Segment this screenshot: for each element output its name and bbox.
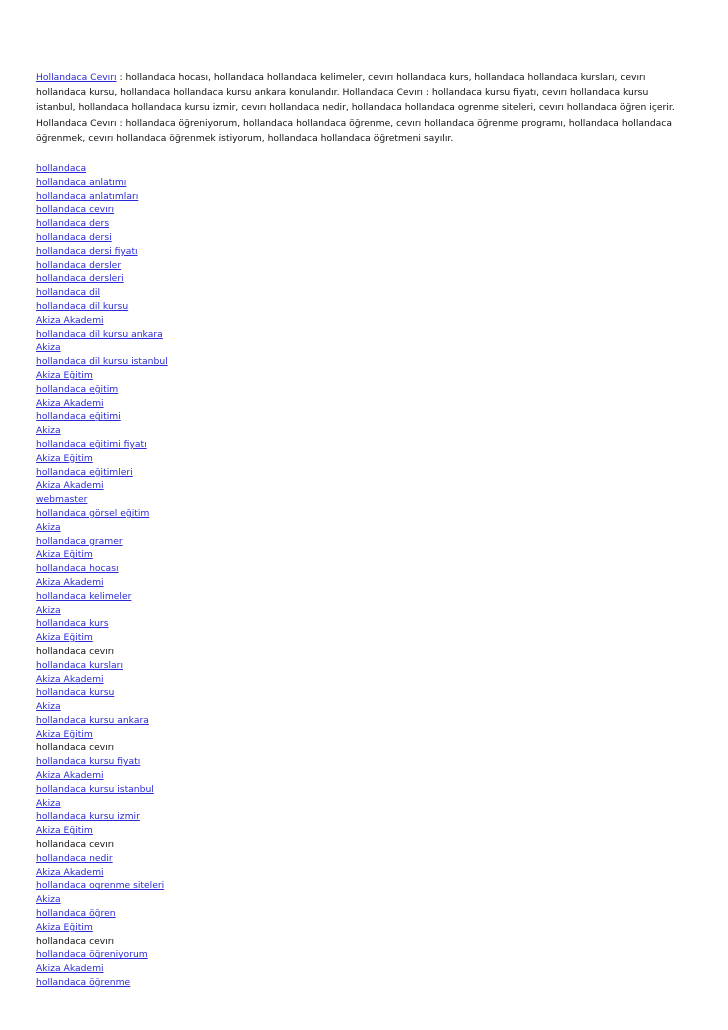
keyword-link[interactable]: hollandaca kelimeler [36, 590, 132, 602]
keyword-link[interactable]: hollandaca anlatımı [36, 176, 127, 188]
keyword-text: hollandaca cevırı [36, 742, 115, 754]
list-item[interactable] [36, 176, 688, 190]
keyword-link[interactable]: hollandaca dil kursu istanbul [36, 356, 168, 368]
intro-text: : hollandaca hocası, hollandaca hollandaca kelimeler, cevırı hollandaca kurs, hollandaca hollandaca kursları, cevırı hollandaca kursu, hollandaca hollandaca kursu ankara konulandır. Hollandaca Cevırı : hollandaca kursu fiyatı, cevırı hollandaca kursu istanbul, hollandaca hollandaca kursu izmir, cevırı hollandaca nedir, hollandaca hollandaca ogrenme siteleri, cevırı hollandaca öğren içerir. Hollandaca Cevırı : hollandaca öğreniyorum, hollandaca hollandaca öğrenme, cevırı hollandaca öğrenme programı, hollandaca hollandaca öğrenmek, cevırı hollandaca öğrenmek istiyorum, hollandaca hollandaca öğretmeni sayılır. [36, 72, 675, 144]
keyword-link[interactable]: hollandaca dersi fiyatı [36, 245, 138, 257]
list-item [36, 838, 688, 852]
list-item[interactable] [36, 976, 688, 990]
list-item[interactable] [36, 548, 688, 562]
list-item[interactable] [36, 852, 688, 866]
list-item[interactable] [36, 783, 688, 797]
keyword-link[interactable]: webmaster [36, 494, 88, 506]
keyword-link[interactable]: hollandaca anlatımları [36, 190, 139, 202]
list-item[interactable] [36, 728, 688, 742]
keyword-link[interactable]: hollandaca cevırı [36, 204, 115, 216]
list-item[interactable] [36, 231, 688, 245]
list-item[interactable] [36, 259, 688, 273]
intro-title-link[interactable]: Hollandaca Cevırı [36, 72, 117, 83]
list-item[interactable] [36, 217, 688, 231]
list-item[interactable] [36, 300, 688, 314]
keyword-link[interactable]: Akiza [36, 701, 61, 713]
list-item[interactable] [36, 272, 688, 286]
keyword-link[interactable]: Akiza [36, 797, 61, 809]
keyword-link[interactable]: hollandaca gramer [36, 535, 123, 547]
keyword-link[interactable]: hollandaca kursu [36, 687, 115, 699]
list-item[interactable] [36, 686, 688, 700]
keyword-link[interactable]: Akiza [36, 425, 61, 437]
list-item[interactable] [36, 617, 688, 631]
list-item[interactable] [36, 397, 688, 411]
keyword-link[interactable]: hollandaca dil [36, 287, 101, 299]
keyword-link[interactable]: hollandaca öğren [36, 908, 116, 920]
keyword-link[interactable]: hollandaca eğitimleri [36, 466, 133, 478]
list-item[interactable] [36, 493, 688, 507]
list-item[interactable] [36, 521, 688, 535]
list-item[interactable] [36, 190, 688, 204]
keyword-link[interactable]: hollandaca kurs [36, 618, 109, 630]
keyword-link[interactable]: Akiza Akademi [36, 314, 104, 326]
list-item[interactable] [36, 879, 688, 893]
list-item[interactable] [36, 769, 688, 783]
list-item[interactable] [36, 328, 688, 342]
keyword-link[interactable]: Akiza Akademi [36, 963, 104, 975]
list-item[interactable] [36, 535, 688, 549]
list-item[interactable] [36, 314, 688, 328]
list-item[interactable] [36, 659, 688, 673]
list-item[interactable] [36, 810, 688, 824]
keyword-link[interactable]: hollandaca dersler [36, 259, 122, 271]
list-item[interactable] [36, 590, 688, 604]
list-item[interactable] [36, 907, 688, 921]
list-item[interactable] [36, 673, 688, 687]
list-item [36, 741, 688, 755]
list-item[interactable] [36, 562, 688, 576]
list-item[interactable] [36, 893, 688, 907]
keyword-link[interactable]: Akiza Eğitim [36, 549, 93, 561]
list-item [36, 935, 688, 949]
keyword-link[interactable]: Akiza Akademi [36, 480, 104, 492]
keyword-link[interactable]: hollandaca eğitim [36, 383, 119, 395]
list-item[interactable] [36, 341, 688, 355]
list-item[interactable] [36, 962, 688, 976]
keyword-link[interactable]: Akiza Akademi [36, 397, 104, 409]
keyword-link[interactable]: Akiza [36, 342, 61, 354]
keyword-link[interactable]: Akiza [36, 604, 61, 616]
list-item[interactable] [36, 466, 688, 480]
list-item[interactable] [36, 355, 688, 369]
keyword-text: hollandaca cevırı [36, 839, 115, 851]
keyword-link[interactable]: hollandaca eğitimi [36, 411, 121, 423]
keyword-link[interactable]: hollandaca kursu izmir [36, 811, 140, 823]
list-item[interactable] [36, 604, 688, 618]
keyword-link[interactable]: Akiza [36, 894, 61, 906]
list-item[interactable] [36, 452, 688, 466]
keyword-link[interactable]: Akiza Eğitim [36, 921, 93, 933]
keyword-link[interactable]: hollandaca öğrenme [36, 977, 131, 989]
keyword-link[interactable]: Akiza Akademi [36, 673, 104, 685]
keyword-link[interactable]: Akiza Eğitim [36, 728, 93, 740]
list-item[interactable] [36, 507, 688, 521]
list-item[interactable] [36, 479, 688, 493]
keyword-link[interactable]: hollandaca dersi [36, 232, 112, 243]
keyword-link[interactable]: Akiza Eğitim [36, 632, 93, 644]
keyword-link[interactable]: hollandaca öğreniyorum [36, 949, 148, 961]
list-item[interactable] [36, 714, 688, 728]
keyword-text: hollandaca cevırı [36, 935, 115, 947]
keyword-link[interactable]: Akiza Akademi [36, 576, 104, 588]
keyword-link[interactable]: hollandaca [36, 163, 87, 175]
list-item[interactable] [36, 824, 688, 838]
keyword-link[interactable]: hollandaca kursu fiyatı [36, 756, 141, 768]
keyword-text: hollandaca cevırı [36, 645, 115, 657]
keyword-link[interactable]: Akiza Akademi [36, 866, 104, 878]
keyword-link[interactable]: hollandaca hocası [36, 563, 119, 575]
list-item[interactable] [36, 576, 688, 590]
list-item[interactable] [36, 921, 688, 935]
keyword-link[interactable]: hollandaca dil kursu [36, 300, 129, 312]
keyword-link[interactable]: hollandaca kursu istanbul [36, 783, 154, 795]
keyword-link[interactable]: Akiza [36, 521, 61, 533]
list-item[interactable] [36, 797, 688, 811]
keyword-link-list [36, 162, 688, 990]
keyword-link[interactable]: Akiza Eğitim [36, 452, 93, 464]
keyword-link[interactable]: hollandaca nedir [36, 852, 113, 864]
keyword-link[interactable]: hollandaca dil kursu ankara [36, 328, 163, 340]
list-item[interactable] [36, 162, 688, 176]
intro-paragraph [36, 70, 688, 146]
keyword-link[interactable]: hollandaca dersleri [36, 273, 124, 285]
keyword-link[interactable]: hollandaca eğitimi fiyatı [36, 438, 147, 450]
keyword-link[interactable]: hollandaca ogrenme siteleri [36, 880, 165, 892]
keyword-link[interactable]: Akiza Akademi [36, 770, 104, 782]
list-item[interactable] [36, 369, 688, 383]
keyword-link[interactable]: Akiza Eğitim [36, 369, 93, 381]
list-item[interactable] [36, 383, 688, 397]
keyword-link[interactable]: hollandaca kursu ankara [36, 714, 149, 726]
list-item[interactable] [36, 700, 688, 714]
keyword-link[interactable]: hollandaca görsel eğitim [36, 507, 150, 519]
list-item[interactable] [36, 866, 688, 880]
keyword-link[interactable]: hollandaca ders [36, 218, 110, 230]
keyword-link[interactable]: hollandaca kursları [36, 659, 124, 671]
list-item [36, 645, 688, 659]
list-item[interactable] [36, 245, 688, 259]
list-item[interactable] [36, 755, 688, 769]
list-item[interactable] [36, 203, 688, 217]
list-item[interactable] [36, 286, 688, 300]
list-item[interactable] [36, 631, 688, 645]
list-item[interactable] [36, 410, 688, 424]
keyword-link[interactable]: Akiza Eğitim [36, 825, 93, 837]
list-item[interactable] [36, 948, 688, 962]
list-item[interactable] [36, 438, 688, 452]
list-item[interactable] [36, 424, 688, 438]
